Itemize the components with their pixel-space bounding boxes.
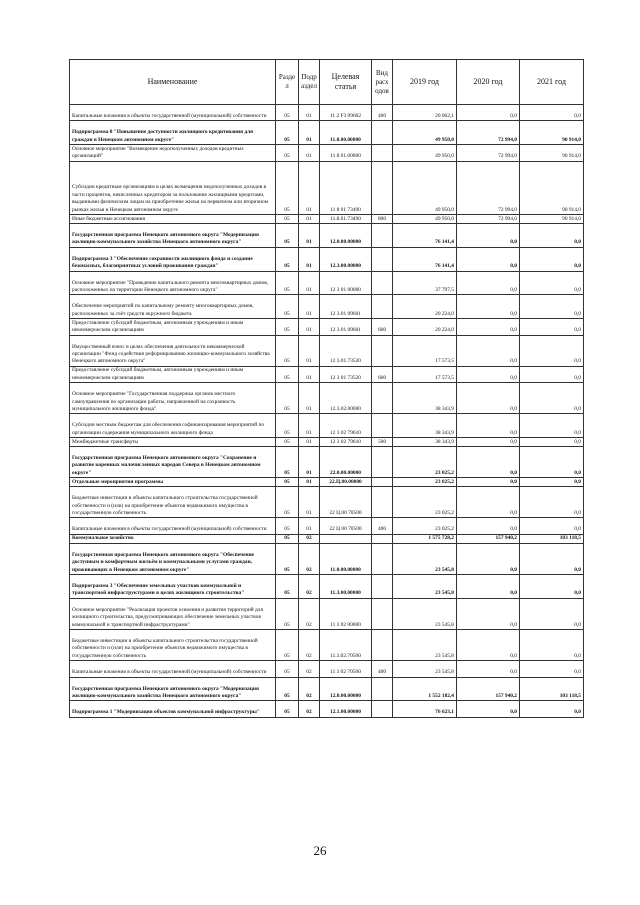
table-row [70, 543, 584, 574]
row-name: Капитальные вложения в объекты государственной (муниципальной) собственности [70, 661, 276, 677]
row-value-2021: 0,0 [520, 247, 584, 271]
row-value-2020: 72 994,0 [457, 145, 520, 161]
row-value-2020: 0,0 [457, 518, 520, 534]
row-value-2021: 0,0 [520, 414, 584, 438]
row-subsection: 02 [299, 598, 320, 629]
row-value-2021: 0,0 [520, 105, 584, 121]
table-row [70, 414, 584, 438]
header-expense-type: Вид расх одов [372, 60, 393, 105]
row-value-2020: 0,0 [457, 366, 520, 382]
table-row [70, 366, 584, 382]
row-subsection: 01 [299, 214, 320, 223]
table-row [70, 478, 584, 487]
row-name: Капитальные вложения в объекты государственной (муниципальной) собственности [70, 518, 276, 534]
row-section: 05 [276, 677, 299, 701]
row-subsection: 01 [299, 335, 320, 366]
row-target: 12.0.00.00000 [320, 677, 372, 701]
row-subsection: 01 [299, 438, 320, 447]
row-value-2019: 49 950,0 [393, 145, 457, 161]
row-value-2019: 49 950,0 [393, 214, 457, 223]
row-value-2020: 0,0 [457, 487, 520, 518]
row-value-2021: 103 118,5 [520, 677, 584, 701]
row-value-2019: 23 025,2 [393, 487, 457, 518]
row-value-2021: 103 118,5 [520, 534, 584, 543]
row-target: 12 3 02 79610 [320, 438, 372, 447]
row-value-2021: 0,0 [520, 630, 584, 661]
row-expense-type [372, 701, 393, 717]
row-section: 05 [276, 414, 299, 438]
table-row [70, 145, 584, 161]
header-subsection: Подр аздел [299, 60, 320, 105]
row-target: 11 8 01.00000 [320, 145, 372, 161]
table-row [70, 161, 584, 214]
row-value-2021: 0,0 [520, 223, 584, 247]
row-name: Отдельные мероприятия программы [70, 478, 276, 487]
table-row [70, 438, 584, 447]
row-value-2020: 0,0 [457, 271, 520, 295]
row-target: 12 3.01.73520 [320, 335, 372, 366]
row-expense-type: 800 [372, 214, 393, 223]
row-target: 11.8.00.00000 [320, 121, 372, 145]
row-target: 12 3 01 00000 [320, 271, 372, 295]
page-number: 26 [313, 843, 327, 858]
row-expense-type [372, 161, 393, 214]
row-value-2021: 0,0 [520, 438, 584, 447]
header-name: Наименование [70, 60, 276, 105]
row-value-2020: 0,0 [457, 598, 520, 629]
row-value-2019: 49 950,0 [393, 161, 457, 214]
row-section: 05 [276, 630, 299, 661]
row-value-2021: 0,0 [520, 575, 584, 599]
row-value-2020: 0,0 [457, 247, 520, 271]
row-value-2020: 0,0 [457, 575, 520, 599]
row-section: 05 [276, 383, 299, 414]
row-value-2020: 0,0 [457, 335, 520, 366]
row-expense-type [372, 534, 393, 543]
row-section: 05 [276, 295, 299, 319]
row-value-2019: 20 224,0 [393, 295, 457, 319]
row-value-2019: 23 545,8 [393, 598, 457, 629]
row-value-2019: 23 545,8 [393, 575, 457, 599]
row-name: Бюджетные инвестиции в объекты капитального строительства государственной собственности и (или) на приобретение объектов недвижимого имущества в государственную собственность [70, 487, 276, 518]
row-value-2021: 0,0 [520, 598, 584, 629]
table-row [70, 121, 584, 145]
row-value-2020: 0,0 [457, 105, 520, 121]
row-subsection: 01 [299, 319, 320, 335]
table-row [70, 487, 584, 518]
table-row [70, 447, 584, 478]
row-target: 11.3.02.70500 [320, 630, 372, 661]
row-name: Основное мероприятие "Реализация проектов освоения и развития территорий для жилищного строительства, предусматривающих обеспечение земельных участков коммунальной и транспортной инфраструктурами" [70, 598, 276, 629]
row-expense-type [372, 145, 393, 161]
row-value-2021: 90 914,0 [520, 121, 584, 145]
row-subsection: 01 [299, 161, 320, 214]
row-value-2019: 23 545,8 [393, 661, 457, 677]
row-name: Иные бюджетные ассигнования [70, 214, 276, 223]
row-section: 05 [276, 145, 299, 161]
row-target: 11.8.01.73490 [320, 214, 372, 223]
row-section: 05 [276, 335, 299, 366]
row-value-2019: 23 025,2 [393, 447, 457, 478]
table-row [70, 295, 584, 319]
row-expense-type [372, 487, 393, 518]
row-value-2019: 1 552 182,4 [393, 677, 457, 701]
row-name: Подпрограмма 3 "Обеспечение земельных участков коммунальной и транспортной инфраструктурами в целях жилищного строительства" [70, 575, 276, 599]
row-value-2021: 90 914,0 [520, 145, 584, 161]
table-row [70, 534, 584, 543]
header-target: Целевая статья [320, 60, 372, 105]
row-name: Государственная программа Ненецкого автономного округа "Обеспечение доступным и комфортным жильём и коммунальными услугами граждан, проживающих в Ненецком автономном округе" [70, 543, 276, 574]
row-target [320, 534, 372, 543]
row-value-2020: 0,0 [457, 447, 520, 478]
row-subsection: 02 [299, 630, 320, 661]
row-section: 05 [276, 478, 299, 487]
row-name: Основное мероприятие "Возмещение недополученных доходов кредитных организаций" [70, 145, 276, 161]
row-value-2021: 90 914,0 [520, 214, 584, 223]
row-name: Основное мероприятие "Проведение капитального ремонта многоквартирных домов, расположенных на территории Ненецкого автономного округа" [70, 271, 276, 295]
row-value-2020: 72 994,0 [457, 214, 520, 223]
row-subsection: 01 [299, 366, 320, 382]
row-section: 05 [276, 447, 299, 478]
row-subsection: 01 [299, 383, 320, 414]
row-target: 11 2 F3 09602 [320, 105, 372, 121]
row-expense-type [372, 121, 393, 145]
row-section: 05 [276, 598, 299, 629]
budget-table [69, 59, 584, 718]
row-expense-type [372, 383, 393, 414]
table-row [70, 319, 584, 335]
row-value-2021: 0,0 [520, 487, 584, 518]
row-target: 12.1.00.00000 [320, 701, 372, 717]
table-header-row [70, 60, 584, 105]
row-value-2021: 0,0 [520, 383, 584, 414]
header-section: Разде л [276, 60, 299, 105]
table-row [70, 701, 584, 717]
row-value-2019: 23 025,2 [393, 518, 457, 534]
row-name: Подпрограмма 8 "Повышение доступности жилищного кредитования для граждан в Ненецком автономном округе" [70, 121, 276, 145]
table-row [70, 223, 584, 247]
row-name: Субсидии кредитным организациям в целях возмещения недополученных доходов в части процентов, начисленных кредитором за пользование жилищными кредитами, выданными физическим лицам на приобретение жилья на первичном или вторичном рынках жилья в Ненецком автономном округе [70, 161, 276, 214]
row-section: 05 [276, 487, 299, 518]
row-section: 05 [276, 543, 299, 574]
row-subsection: 01 [299, 518, 320, 534]
row-name: Бюджетные инвестиции в объекты капитального строительства государственной собственности и (или) на приобретение объектов недвижимого имущества в государственную собственность [70, 630, 276, 661]
row-value-2020: 0,0 [457, 438, 520, 447]
row-subsection: 02 [299, 661, 320, 677]
row-expense-type: 400 [372, 105, 393, 121]
row-name: Обеспечение мероприятий по капитальному ремонту многоквартирных домов, расположенных за счёт средств окружного бюджета [70, 295, 276, 319]
row-target: 12.0.00.00000 [320, 223, 372, 247]
row-name: Субсидии местным бюджетам для обеспечения софинансирования мероприятий по организации содержания муниципального жилищного фонда [70, 414, 276, 438]
table-row [70, 214, 584, 223]
row-section: 05 [276, 534, 299, 543]
row-value-2019: 1 575 728,2 [393, 534, 457, 543]
row-value-2019: 23 545,8 [393, 630, 457, 661]
row-expense-type [372, 295, 393, 319]
row-subsection: 01 [299, 447, 320, 478]
row-value-2019: 37 797,5 [393, 271, 457, 295]
row-target: 12 3.01 09601 [320, 319, 372, 335]
row-name: Коммунальное хозяйство [70, 534, 276, 543]
row-section: 05 [276, 223, 299, 247]
row-value-2021: 0,0 [520, 335, 584, 366]
row-value-2019: 23 545,8 [393, 543, 457, 574]
row-target: 11.0.00.00000 [320, 543, 372, 574]
table-row [70, 677, 584, 701]
header-2019: 2019 год [393, 60, 457, 105]
table-row [70, 630, 584, 661]
row-value-2019: 38 343,9 [393, 383, 457, 414]
table-row [70, 598, 584, 629]
row-value-2020: 72 994,0 [457, 161, 520, 214]
row-name: Государственная программа Ненецкого автономного округа "Модернизация жилищно-коммунального хозяйства Ненецкого автономного округа" [70, 677, 276, 701]
row-expense-type [372, 598, 393, 629]
table-row [70, 575, 584, 599]
row-target: 22 Ц.00 70500 [320, 487, 372, 518]
row-subsection: 01 [299, 105, 320, 121]
row-value-2020: 0,0 [457, 295, 520, 319]
row-value-2019: 38 343,9 [393, 414, 457, 438]
row-value-2020: 0,0 [457, 478, 520, 487]
row-value-2020: 0,0 [457, 223, 520, 247]
row-expense-type [372, 335, 393, 366]
row-section: 05 [276, 438, 299, 447]
row-expense-type [372, 543, 393, 574]
row-expense-type: 400 [372, 661, 393, 677]
row-target: 11.3.00.00000 [320, 575, 372, 599]
row-target: 12.3.02.00000 [320, 383, 372, 414]
row-section: 05 [276, 214, 299, 223]
row-value-2019: 17 573,5 [393, 335, 457, 366]
row-subsection: 01 [299, 487, 320, 518]
row-section: 05 [276, 161, 299, 214]
row-value-2021: 0,0 [520, 518, 584, 534]
row-expense-type [372, 223, 393, 247]
row-expense-type [372, 575, 393, 599]
row-value-2021: 0,0 [520, 661, 584, 677]
row-value-2021: 0,0 [520, 478, 584, 487]
row-expense-type: 600 [372, 366, 393, 382]
row-value-2020: 72 994,0 [457, 121, 520, 145]
row-name: Подпрограмма 1 "Модернизация объектов коммунальной инфраструктуры" [70, 701, 276, 717]
table-row [70, 271, 584, 295]
row-target: 22.Ц.00.00000 [320, 478, 372, 487]
table-row [70, 661, 584, 677]
row-section: 05 [276, 271, 299, 295]
row-section: 05 [276, 366, 299, 382]
row-value-2021: 90 914,0 [520, 161, 584, 214]
table-row [70, 383, 584, 414]
row-target: 11 3 02 70500 [320, 661, 372, 677]
row-name: Государственная программа Ненецкого автономного округа "Сохранение и развитие коренных малочисленных народов Севера в Ненецком автономном округе" [70, 447, 276, 478]
row-value-2019: 76 141,4 [393, 247, 457, 271]
row-target: 11 8 01 73490 [320, 161, 372, 214]
row-name: Основное мероприятие "Государственная поддержка органов местного самоуправления по организации работы, направленной на сохранность муниципального жилищного фонда" [70, 383, 276, 414]
row-value-2019: 20 224,0 [393, 319, 457, 335]
table-body [70, 105, 584, 718]
row-subsection: 01 [299, 295, 320, 319]
row-value-2020: 157 940,2 [457, 677, 520, 701]
row-expense-type [372, 677, 393, 701]
row-subsection: 01 [299, 478, 320, 487]
header-2020: 2020 год [457, 60, 520, 105]
row-name: Капитальные вложения в объекты государственной (муниципальной) собственности [70, 105, 276, 121]
row-value-2020: 0,0 [457, 701, 520, 717]
row-value-2019: 76 141,4 [393, 223, 457, 247]
row-target: 12.3.00.00000 [320, 247, 372, 271]
row-expense-type: 500 [372, 438, 393, 447]
row-name: Подпрограмма 3 "Обеспечение сохранности жилищного фонда и создание безопасных, благоприятных условий проживания граждан" [70, 247, 276, 271]
table-row [70, 247, 584, 271]
row-value-2021: 0,0 [520, 295, 584, 319]
row-name: Имущественный взнос в целях обеспечения деятельности некоммерческой организации "Фонд содействия реформированию жилищно-коммунального хозяйства Ненецкого автономного округа" [70, 335, 276, 366]
row-subsection: 02 [299, 543, 320, 574]
row-value-2019: 38 343,9 [393, 438, 457, 447]
row-expense-type [372, 447, 393, 478]
row-section: 05 [276, 701, 299, 717]
row-subsection: 01 [299, 271, 320, 295]
row-section: 05 [276, 518, 299, 534]
row-section: 05 [276, 247, 299, 271]
row-target: 12 3.01 09601 [320, 295, 372, 319]
row-subsection: 02 [299, 575, 320, 599]
row-value-2020: 0,0 [457, 543, 520, 574]
row-expense-type [372, 630, 393, 661]
row-target: 12 3 01 73520 [320, 366, 372, 382]
row-value-2019: 23 025,2 [393, 478, 457, 487]
row-subsection: 01 [299, 223, 320, 247]
row-value-2019: 49 950,0 [393, 121, 457, 145]
row-name: Предоставление субсидий бюджетным, автономным учреждениям и иным некоммерческим организациям [70, 319, 276, 335]
row-subsection: 01 [299, 414, 320, 438]
row-expense-type [372, 414, 393, 438]
row-value-2021: 0,0 [520, 271, 584, 295]
row-value-2020: 0,0 [457, 319, 520, 335]
row-section: 05 [276, 575, 299, 599]
row-value-2019: 17 573,5 [393, 366, 457, 382]
row-subsection: 02 [299, 677, 320, 701]
row-target: 11 3 02 00000 [320, 598, 372, 629]
header-2021: 2021 год [520, 60, 584, 105]
row-value-2019: 76 623,1 [393, 701, 457, 717]
row-name: Предоставление субсидий бюджетным, автономным учреждениям и иным некоммерческим организациям [70, 366, 276, 382]
row-section: 05 [276, 319, 299, 335]
row-section: 05 [276, 121, 299, 145]
row-subsection: 01 [299, 247, 320, 271]
row-expense-type: 400 [372, 518, 393, 534]
row-subsection: 01 [299, 145, 320, 161]
row-subsection: 01 [299, 121, 320, 145]
row-expense-type [372, 271, 393, 295]
row-name: Межбюджетные трансферты [70, 438, 276, 447]
row-value-2021: 0,0 [520, 366, 584, 382]
row-value-2021: 0,0 [520, 543, 584, 574]
row-expense-type: 600 [372, 319, 393, 335]
row-target: 12 3 02 79610 [320, 414, 372, 438]
row-value-2019: 20 062,1 [393, 105, 457, 121]
row-target: 22.0.00.00000 [320, 447, 372, 478]
row-subsection: 02 [299, 701, 320, 717]
row-value-2020: 0,0 [457, 630, 520, 661]
row-value-2020: 157 940,2 [457, 534, 520, 543]
row-name: Государственная программа Ненецкого автономного округа "Модернизация жилищно-коммунального хозяйства Ненецкого автономного округа" [70, 223, 276, 247]
row-value-2021: 0,0 [520, 319, 584, 335]
row-section: 05 [276, 661, 299, 677]
row-expense-type [372, 478, 393, 487]
table-row [70, 105, 584, 121]
row-value-2020: 0,0 [457, 383, 520, 414]
row-subsection: 02 [299, 534, 320, 543]
table-row [70, 518, 584, 534]
row-value-2020: 0,0 [457, 661, 520, 677]
row-target: 22 Ц 00 70500 [320, 518, 372, 534]
table-row [70, 335, 584, 366]
row-section: 05 [276, 105, 299, 121]
row-value-2021: 0,0 [520, 447, 584, 478]
row-value-2021: 0,0 [520, 701, 584, 717]
row-expense-type [372, 247, 393, 271]
row-value-2020: 0,0 [457, 414, 520, 438]
